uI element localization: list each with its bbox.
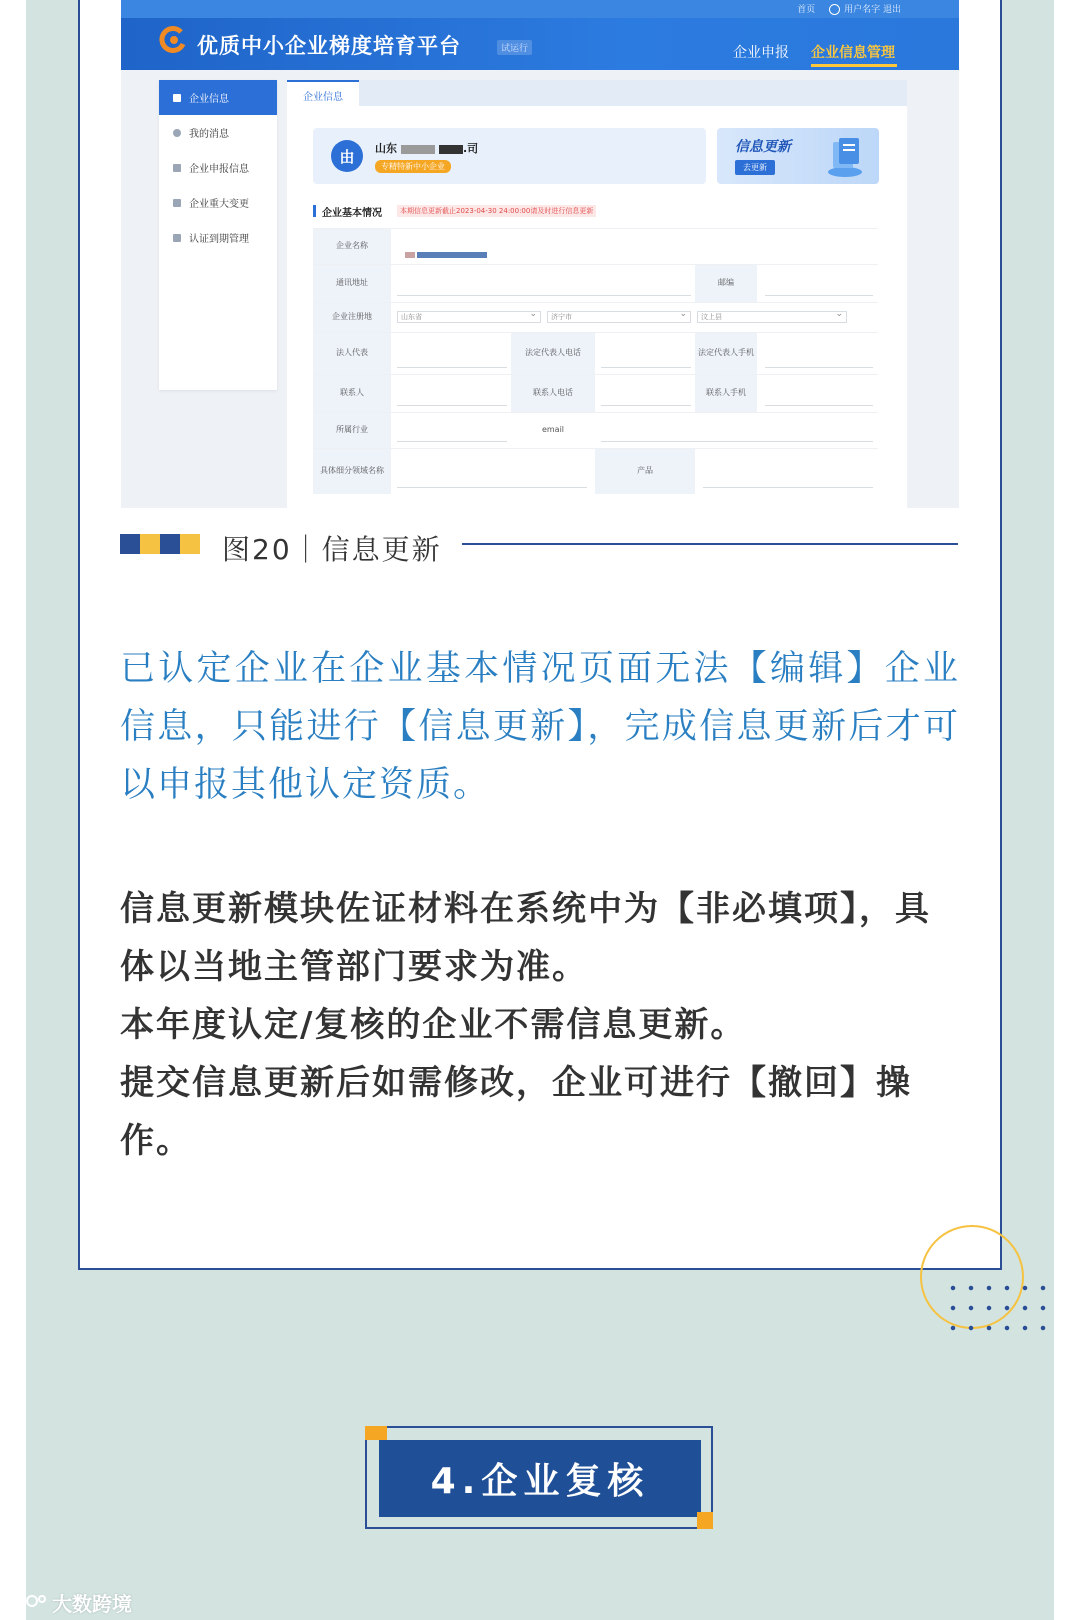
sidebar-item-label: 企业信息: [189, 94, 229, 105]
redacted-block: [439, 145, 463, 154]
nav-active-indicator: [811, 64, 897, 67]
decorative-dots: [944, 1278, 1054, 1338]
sidebar-item-major-change[interactable]: [159, 185, 277, 220]
sidebar-item-label: 企业申报信息: [189, 164, 249, 175]
legal-rep-label: 法人代表: [313, 333, 391, 374]
document-stack-icon: [825, 136, 865, 178]
register-place-label: 企业注册地: [313, 303, 391, 332]
sidebar-item-expiry[interactable]: [159, 220, 277, 255]
product-input[interactable]: [703, 487, 873, 488]
address-input[interactable]: [397, 295, 691, 296]
trial-badge: 试运行: [497, 40, 532, 55]
form-row: [313, 228, 878, 264]
enterprise-name-suffix: .司: [463, 142, 479, 155]
platform-logo-icon: [159, 26, 187, 54]
document-icon: [173, 199, 181, 207]
sidebar-item-label: 我的消息: [189, 129, 229, 140]
sub-field-input[interactable]: [397, 487, 587, 488]
redacted-block: [405, 252, 415, 258]
home-link[interactable]: 首页: [797, 5, 816, 15]
form-row: [313, 412, 878, 448]
note-line: 提交信息更新后如需修改，企业可进行【撤回】操作。: [120, 1063, 912, 1161]
address-label: 通讯地址: [313, 265, 391, 302]
industry-label: 所属行业: [313, 413, 391, 448]
go-update-button[interactable]: 去更新: [735, 160, 775, 175]
legal-rep-mobile-label: 法定代表人手机: [695, 333, 757, 374]
province-select[interactable]: 山东省 ⌄: [397, 311, 541, 323]
section-deadline-note: 本期信息更新截止2023-04-30 24:00:00请及时进行信息更新: [397, 205, 596, 217]
postcode-input[interactable]: [765, 295, 873, 296]
enterprise-card: [313, 128, 706, 184]
company-name-value: [405, 243, 487, 262]
caption-block: [120, 534, 140, 554]
watermark: [8, 1588, 132, 1617]
bookmark-icon: [173, 234, 181, 242]
redacted-block: [417, 252, 487, 258]
postcode-label: 邮编: [695, 265, 757, 302]
section-marker: [313, 205, 316, 217]
watermark-text: 大数跨境: [52, 1592, 132, 1616]
sidebar-item-label: 认证到期管理: [189, 234, 249, 245]
sub-field-label: 具体细分领域名称: [313, 449, 391, 494]
contact-input[interactable]: [397, 405, 507, 406]
legal-rep-phone-label: 法定代表人电话: [511, 333, 595, 374]
caption-blocks: [120, 534, 200, 554]
city-select[interactable]: 济宁市 ⌄: [547, 311, 691, 323]
legal-rep-input[interactable]: [397, 367, 507, 368]
contact-mobile-input[interactable]: [765, 405, 873, 406]
form-row: [313, 264, 878, 302]
site-title: 优质中小企业梯度培育平台: [197, 34, 461, 58]
nav-info-manage[interactable]: 企业信息管理: [811, 45, 895, 61]
left-margin: [0, 0, 26, 1620]
note-line: 信息更新模块佐证材料在系统中为【非必填项】，具体以当地主管部门要求为准。: [120, 889, 931, 987]
sidebar-item-declare-info[interactable]: [159, 150, 277, 185]
contact-label: 联系人: [313, 375, 391, 412]
contact-phone-input[interactable]: [601, 405, 691, 406]
caption-rule: [462, 543, 958, 545]
form-row: [313, 302, 878, 332]
user-link[interactable]: [829, 2, 901, 15]
legal-rep-phone-input[interactable]: [601, 367, 691, 368]
company-name-label: 企业名称: [313, 229, 391, 264]
county-select[interactable]: 汶上县 ⌄: [697, 311, 847, 323]
paragraph-info: 已认定企业在企业基本情况页面无法【编辑】企业信息，只能进行【信息更新】，完成信息更新后才可以申报其他认定资质。: [120, 649, 960, 805]
figure-caption: 图20｜信息更新: [222, 533, 442, 566]
corner-accent: [365, 1426, 387, 1440]
legal-rep-mobile-input[interactable]: [765, 367, 873, 368]
form-row: [313, 374, 878, 412]
enterprise-logo: 由: [331, 140, 363, 172]
caption-block: [140, 534, 160, 554]
contact-phone-label: 联系人电话: [511, 375, 595, 412]
sidebar-item-label: 企业重大变更: [189, 199, 249, 210]
platform-screenshot: [121, 0, 959, 508]
enterprise-form: [313, 228, 878, 508]
email-input[interactable]: [601, 441, 873, 442]
caption-block: [180, 534, 200, 554]
building-icon: [173, 94, 181, 102]
product-label: 产品: [595, 449, 695, 494]
enterprise-name-prefix: 山东: [375, 142, 397, 155]
enterprise-name: [375, 140, 478, 156]
form-row: [313, 448, 878, 494]
email-label: email: [511, 413, 595, 448]
contact-mobile-label: 联系人手机: [695, 375, 757, 412]
tab-bar: [287, 80, 907, 106]
sidebar: [159, 80, 277, 390]
corner-accent: [697, 1512, 713, 1529]
message-icon: [173, 129, 181, 137]
section-title: 企业基本情况: [322, 208, 382, 219]
user-link-label: 用户名字 退出: [844, 5, 901, 15]
redacted-block: [401, 145, 435, 154]
tab-enterprise-info[interactable]: 企业信息: [287, 80, 359, 108]
nav-declare[interactable]: 企业申报: [733, 45, 789, 61]
sidebar-item-enterprise-info[interactable]: [159, 80, 277, 115]
watermark-logo-icon: [8, 1591, 48, 1615]
update-card: [717, 128, 879, 184]
caption-block: [160, 534, 180, 554]
top-links: [797, 2, 901, 15]
update-card-title: 信息更新: [735, 139, 791, 155]
note-line: 本年度认定/复核的企业不需信息更新。: [120, 1005, 747, 1045]
form-row: [313, 332, 878, 374]
enterprise-badge: 专精特新中小企业: [375, 160, 451, 173]
industry-input[interactable]: [397, 441, 507, 442]
user-icon: [829, 4, 840, 15]
edit-icon: [173, 164, 181, 172]
section-heading: 4.企业复核: [379, 1440, 701, 1517]
sidebar-item-messages[interactable]: [159, 115, 277, 150]
paragraph-notes: [120, 880, 960, 1170]
